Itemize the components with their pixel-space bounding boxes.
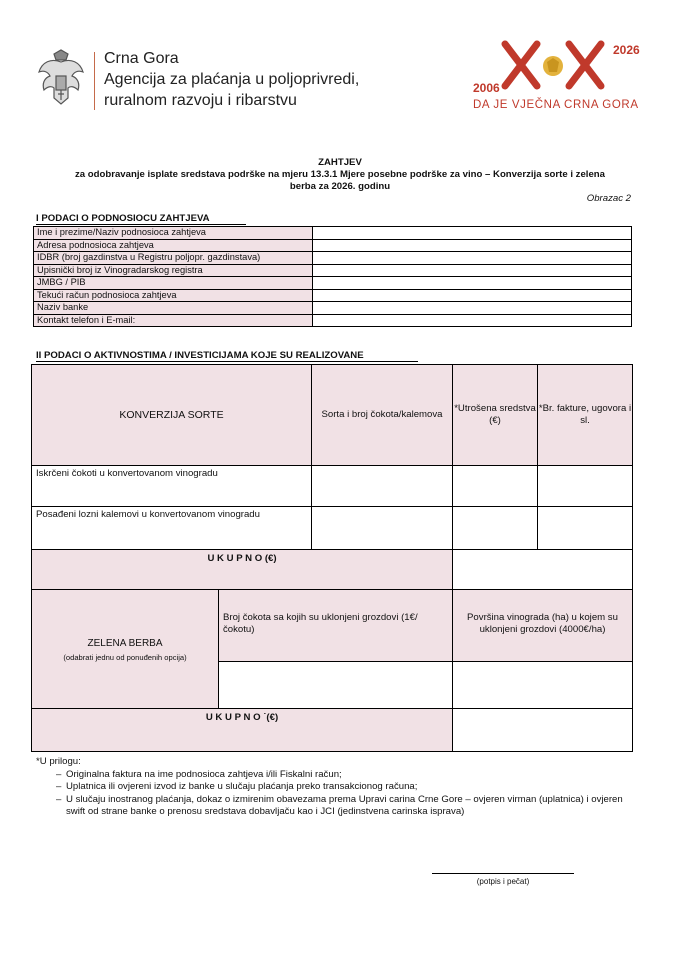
zelena-berba-subtitle: (odabrati jednu od ponuđenih opcija) — [63, 653, 187, 662]
col-header: Površina vinograda (ha) u kojem su uklonjeni grozdovi (4000€/ha) — [452, 589, 633, 662]
agency-name — [104, 48, 359, 111]
signature-label: (potpis i pečat) — [476, 877, 530, 886]
row-label: Upisnički broj iz Vinogradarskog registra — [34, 264, 313, 277]
attachment-text: Uplatnica ili ovjereni izvod iz banke u slučaju plaćanja preko transakcionog računa; — [66, 781, 418, 792]
svg-text:DA JE VJEČNA CRNA GORA: DA JE VJEČNA CRNA GORA — [473, 99, 638, 111]
zelena-berba-title-cell — [31, 589, 219, 709]
contact-field[interactable] — [313, 314, 632, 327]
table-row — [34, 277, 632, 290]
invoice-field[interactable] — [537, 506, 633, 550]
total-label: U K U P N O ˙(€) — [31, 708, 453, 752]
col-header: Broj čokota sa kojih su uklonjeni grozdovi (1€/čokotu) — [218, 589, 453, 662]
table-row — [34, 239, 632, 252]
row-label: Adresa podnosioca zahtjeva — [34, 239, 313, 252]
funds-field[interactable] — [452, 506, 538, 550]
signature-line[interactable] — [432, 873, 574, 874]
agency-line: Agencija za plaćanja u poljoprivredi, — [104, 71, 360, 88]
jmbg-pib-field[interactable] — [313, 277, 632, 290]
vine-count-field[interactable] — [218, 661, 453, 709]
applicant-name-field[interactable] — [313, 227, 632, 240]
row-label: Tekući račun podnosioca zahtjeva — [34, 289, 313, 302]
list-item: – U slučaju inostranog plaćanja, dokaz o izmirenim obavezama prema Upravi carina Crne Gore – ovjeren virman (uplatnica) i ovjeren swift od strane banke o prenosu sredstava dobavljaču kao i JCI (jedinstvena carinska isprava) — [56, 794, 623, 817]
table-row — [34, 252, 632, 265]
attachment-text: U slučaju inostranog plaćanja, dokaz o izmirenim obavezama prema Upravi carina Crne Gore – ovjeren virman (uplatnica) i ovjeren swift od strane banke o prenosu sredstava dobavljaču kao i JCI (jedinstvena carinska isprava) — [66, 794, 623, 817]
bank-name-field[interactable] — [313, 302, 632, 315]
row-label: Kontakt telefon i E-mail: — [34, 314, 313, 327]
invoice-field[interactable] — [537, 465, 633, 507]
applicant-table — [33, 226, 632, 327]
section2-heading: II PODACI O AKTIVNOSTIMA / INVESTICIJAMA KOJE SU REALIZOVANE — [36, 350, 418, 362]
col-header: *Utrošena sredstva (€) — [452, 364, 538, 466]
row-label: Posađeni lozni kalemovi u konvertovanom vinogradu — [31, 506, 312, 550]
header-divider — [94, 52, 95, 110]
total-field[interactable] — [452, 549, 633, 590]
table-row — [34, 289, 632, 302]
form-title: ZAHTJEV — [318, 157, 362, 168]
zelena-berba-title: ZELENA BERBA — [87, 638, 163, 649]
form-number: Obrazac 2 — [586, 193, 631, 204]
form-subtitle-cont: berba za 2026. godinu — [289, 181, 391, 192]
row-label: Naziv banke — [34, 302, 313, 315]
table-row — [34, 302, 632, 315]
col-header: *Br. fakture, ugovora i sl. — [537, 364, 633, 466]
registry-number-field[interactable] — [313, 264, 632, 277]
variety-field[interactable] — [311, 465, 453, 507]
svg-text:2026: 2026 — [613, 43, 640, 57]
coat-of-arms-icon — [36, 48, 86, 108]
row-label: IDBR (broj gazdinstva u Registru poljopr. gazdinstava) — [34, 252, 313, 265]
anniversary-logo-icon — [465, 36, 655, 118]
total-field[interactable] — [452, 708, 633, 752]
funds-field[interactable] — [452, 465, 538, 507]
table-row — [34, 264, 632, 277]
agency-line: ruralnom razvoju i ribarstvu — [104, 92, 297, 109]
list-item: – Originalna faktura na ime podnosioca zahtjeva i/ili Fiskalni račun; — [56, 769, 342, 780]
col-header: Sorta i broj čokota/kalemova — [311, 364, 453, 466]
konverzija-title: KONVERZIJA SORTE — [31, 364, 312, 466]
svg-text:2006: 2006 — [473, 81, 500, 95]
attachments-label: *U prilogu: — [36, 756, 81, 767]
attachment-text: Originalna faktura na ime podnosioca zahtjeva i/ili Fiskalni račun; — [66, 769, 342, 780]
idbr-field[interactable] — [313, 252, 632, 265]
row-label: Ime i prezime/Naziv podnosioca zahtjeva — [34, 227, 313, 240]
section1-heading: I PODACI O PODNOSIOCU ZAHTJEVA — [36, 213, 246, 225]
table-row — [34, 227, 632, 240]
total-label: U K U P N O (€) — [31, 549, 453, 590]
form-subtitle: za odobravanje isplate sredstava podrške na mjeru 13.3.1 Mjere posebne podrške za vino – Konverzija sorte i zelena — [75, 169, 605, 180]
row-label: Iskrčeni čokoti u konvertovanom vinogradu — [31, 465, 312, 507]
list-item: – Uplatnica ili ovjereni izvod iz banke u slučaju plaćanja preko transakcionog računa; — [56, 781, 418, 792]
bank-account-field[interactable] — [313, 289, 632, 302]
vineyard-area-field[interactable] — [452, 661, 633, 709]
agency-line: Crna Gora — [104, 50, 179, 67]
address-field[interactable] — [313, 239, 632, 252]
row-label: JMBG / PIB — [34, 277, 313, 290]
table-row — [34, 314, 632, 327]
variety-field[interactable] — [311, 506, 453, 550]
